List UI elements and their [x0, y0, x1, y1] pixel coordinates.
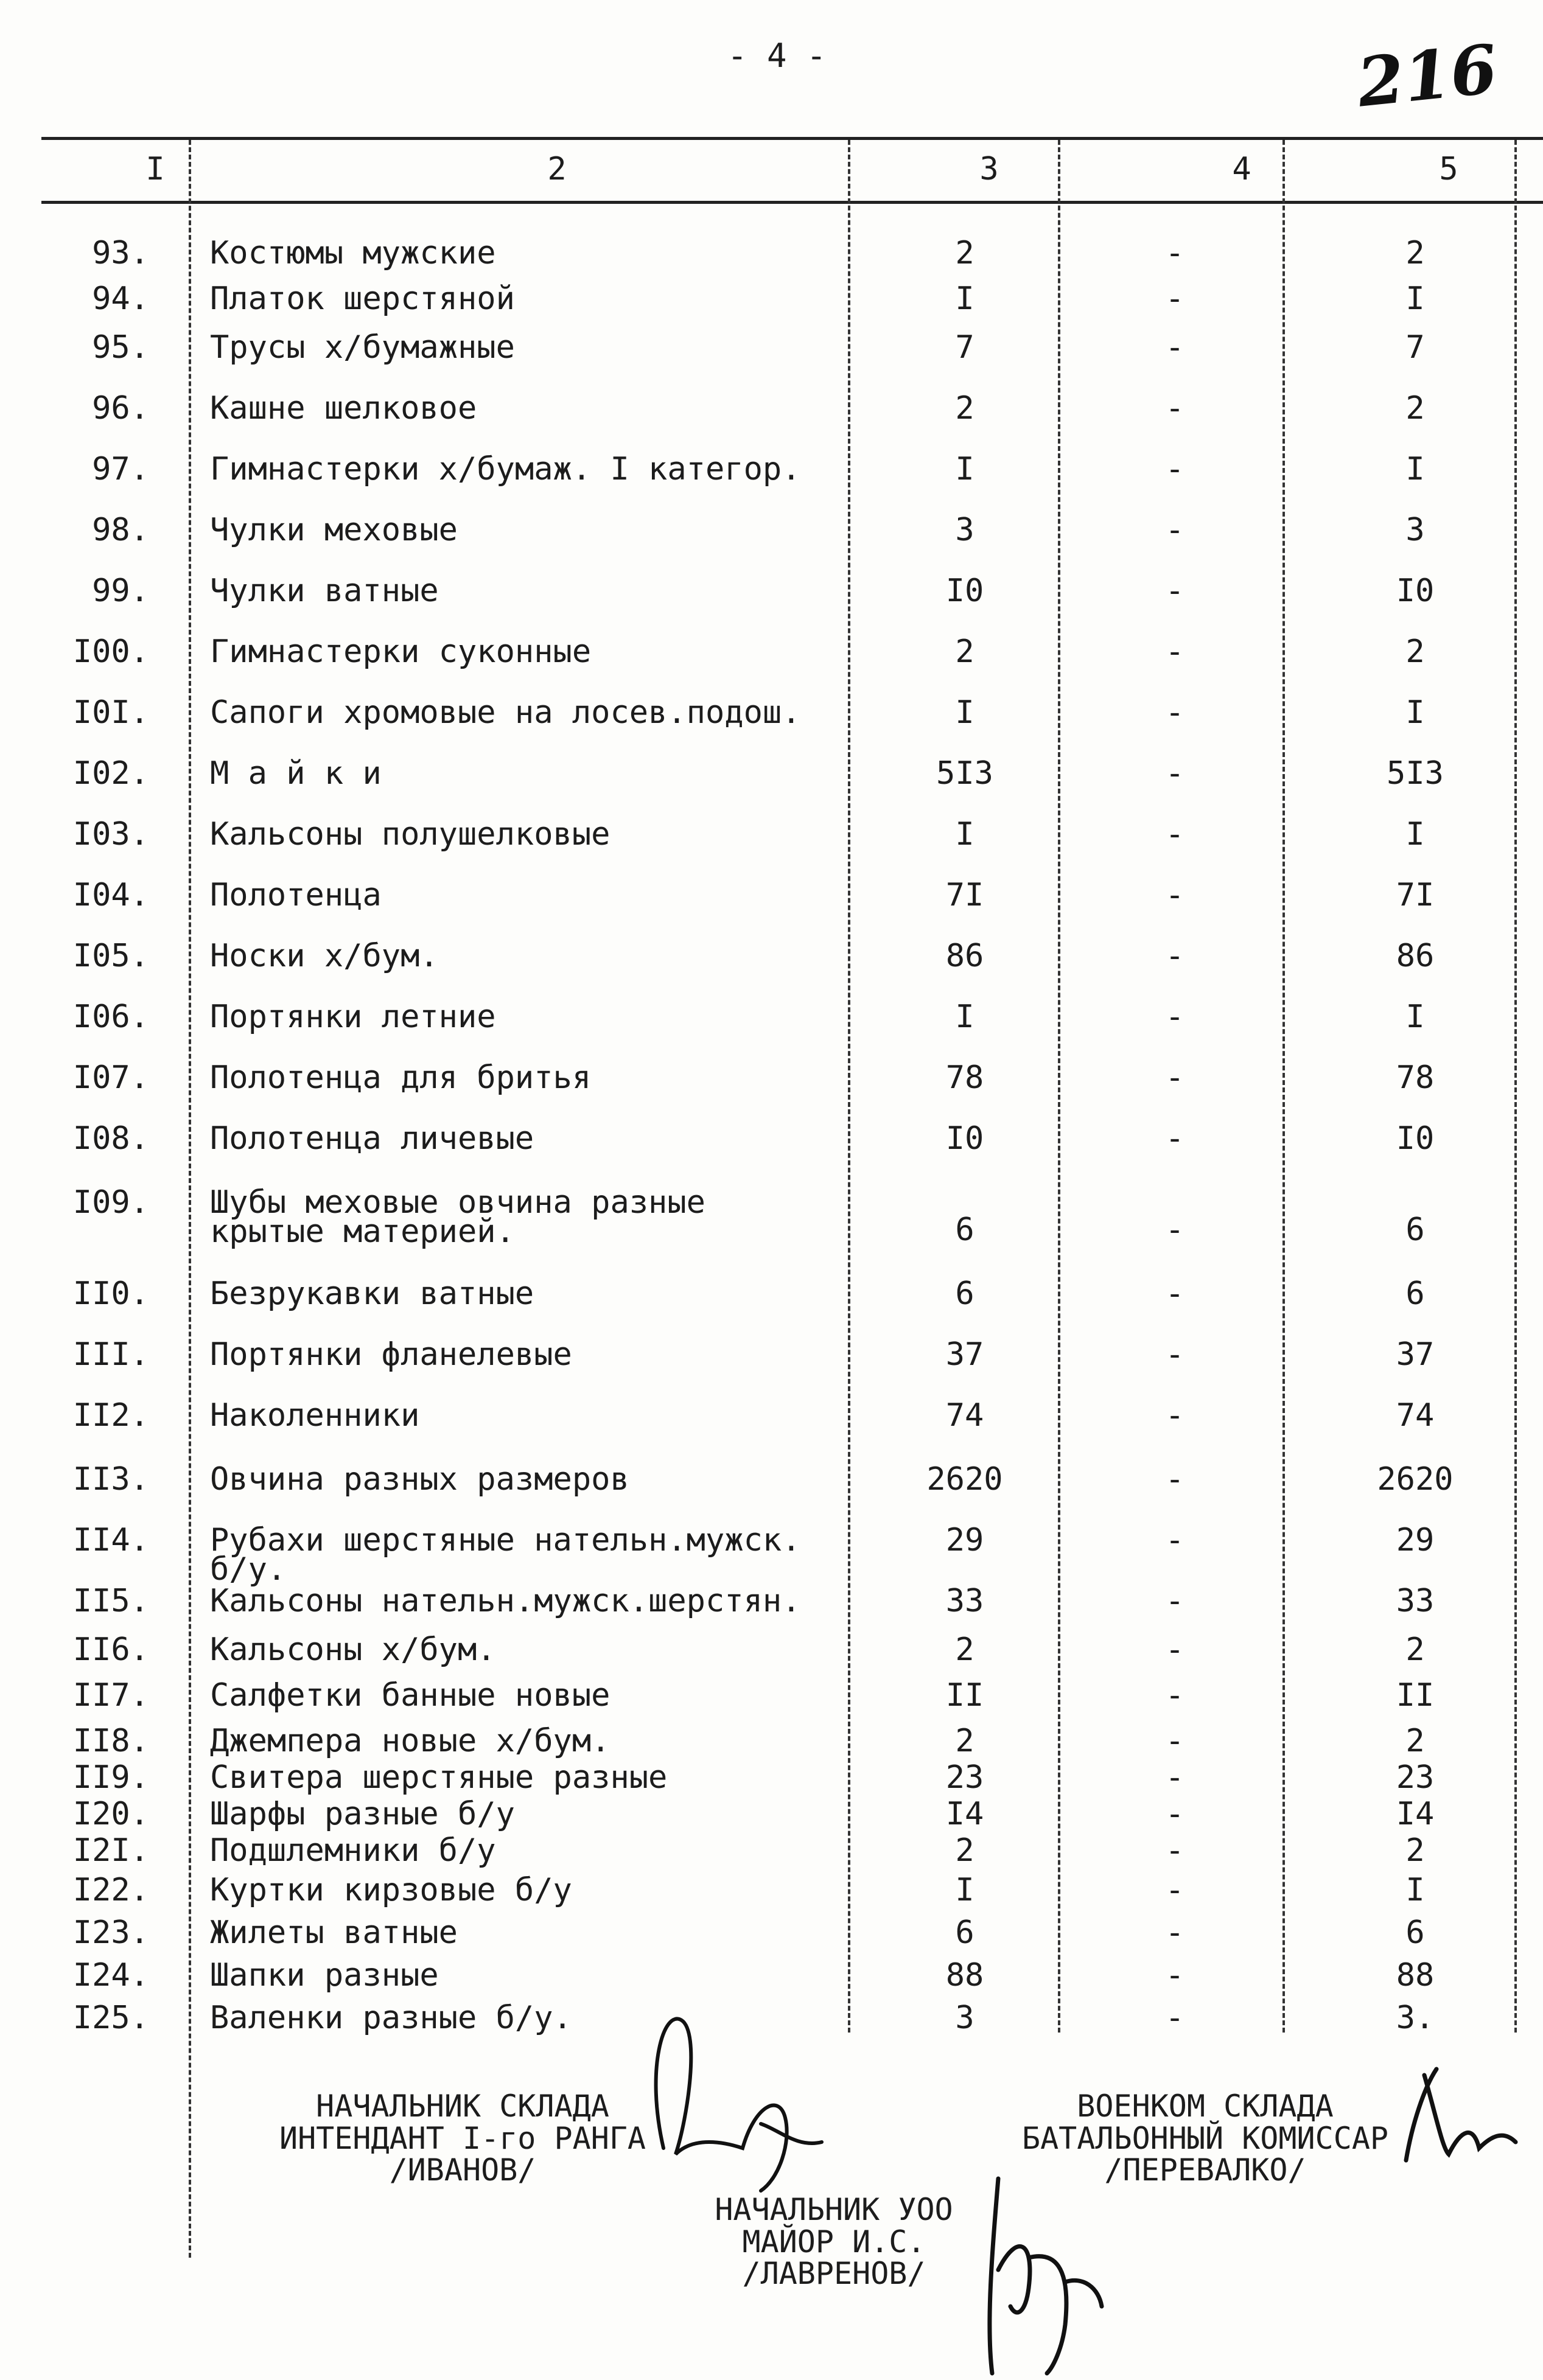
item-name: Жилеты ватные — [210, 1914, 458, 1951]
item-name: Костюмы мужские — [210, 235, 496, 271]
item-number: I05. — [72, 938, 149, 974]
quantity-col-4: - — [1165, 1275, 1184, 1312]
quantity-col-3: 2 — [955, 1832, 974, 1869]
item-name: Полотенца личевые — [210, 1120, 534, 1157]
item-name: Безрукавки ватные — [210, 1275, 534, 1312]
item-number: I06. — [72, 999, 149, 1035]
item-name: Носки х/бум. — [210, 938, 439, 974]
quantity-col-3: 2 — [955, 1631, 974, 1668]
quantity-col-5: 2 — [1405, 390, 1425, 427]
quantity-col-4: - — [1165, 755, 1184, 792]
item-name: Кальсоны нательн.мужск.шерстян. — [210, 1583, 801, 1619]
quantity-col-4: - — [1165, 1583, 1184, 1619]
item-number: 99. — [92, 573, 149, 609]
item-number: 95. — [92, 329, 149, 366]
quantity-col-5: I0 — [1396, 573, 1435, 609]
item-name: Гимнастерки х/бумаж. I категор. — [210, 451, 801, 487]
item-number: I22. — [72, 1872, 149, 1908]
quantity-col-3: 2 — [955, 235, 974, 271]
quantity-col-3: I — [955, 694, 974, 731]
item-number: I20. — [72, 1796, 149, 1832]
quantity-col-5: 2 — [1405, 1723, 1425, 1759]
quantity-col-5: I — [1405, 451, 1425, 487]
item-name: Свитера шерстяные разные — [210, 1759, 668, 1796]
uoo-chief-rank: МАЙОР И.С. — [742, 2224, 926, 2260]
quantity-col-3: 86 — [945, 938, 984, 974]
item-number: II4. — [72, 1522, 149, 1558]
quantity-col-3: I — [955, 281, 974, 317]
item-name: Гимнастерки суконные — [210, 633, 592, 670]
quantity-col-4: - — [1165, 1631, 1184, 1668]
item-number: I09. — [72, 1184, 149, 1221]
quantity-col-3: 74 — [945, 1397, 984, 1434]
item-number: 98. — [92, 512, 149, 548]
uoo-chief-signature-block — [663, 2194, 1004, 2290]
quantity-col-5: 33 — [1396, 1583, 1435, 1619]
quantity-col-4: - — [1165, 573, 1184, 609]
quantity-col-3: 3 — [955, 512, 974, 548]
quantity-col-4: - — [1165, 1759, 1184, 1796]
item-name: Портянки фланелевые — [210, 1336, 572, 1373]
quantity-col-5: 37 — [1396, 1336, 1435, 1373]
quantity-col-5: 3 — [1405, 512, 1425, 548]
commissar-title: ВОЕНКОМ СКЛАДА — [1077, 2089, 1334, 2124]
item-name: Полотенца — [210, 877, 382, 913]
quantity-col-5: 5I3 — [1387, 755, 1444, 792]
item-name: Трусы х/бумажные — [210, 329, 515, 366]
item-number: I25. — [72, 2000, 149, 2036]
quantity-col-5: 2620 — [1377, 1461, 1454, 1498]
quantity-col-5: 23 — [1396, 1759, 1435, 1796]
quantity-col-3: 2 — [955, 633, 974, 670]
column-divider-1 — [189, 140, 191, 2258]
quantity-col-5: I — [1405, 1872, 1425, 1908]
quantity-col-5: I4 — [1396, 1796, 1435, 1832]
item-number: I03. — [72, 816, 149, 853]
quantity-col-5: I — [1405, 694, 1425, 731]
item-name: Рубахи шерстяные нательн.мужск. — [210, 1522, 801, 1558]
quantity-col-3: 78 — [945, 1059, 984, 1096]
item-name: Портянки летние — [210, 999, 496, 1035]
commissar-rank: БАТАЛЬОННЫЙ КОМИССАР — [1021, 2120, 1389, 2156]
item-number: I0I. — [72, 694, 149, 731]
item-number: II2. — [72, 1397, 149, 1434]
item-number: III. — [72, 1336, 149, 1373]
item-number: I04. — [72, 877, 149, 913]
uoo-chief-title: НАЧАЛЬНИК УОО — [715, 2192, 953, 2227]
quantity-col-3: 7 — [955, 329, 974, 366]
quantity-col-4: - — [1165, 633, 1184, 670]
item-name: Кальсоны полушелковые — [210, 816, 611, 853]
quantity-col-3: I — [955, 999, 974, 1035]
item-name: Полотенца для бритья — [210, 1059, 592, 1096]
item-number: 94. — [92, 281, 149, 317]
quantity-col-3: I4 — [945, 1796, 984, 1832]
quantity-col-4: - — [1165, 1957, 1184, 1994]
item-name: Шапки разные — [210, 1957, 439, 1994]
quantity-col-5: 6 — [1405, 1914, 1425, 1951]
quantity-col-4: - — [1165, 938, 1184, 974]
quantity-col-4: - — [1165, 1522, 1184, 1558]
item-number: 97. — [92, 451, 149, 487]
item-number: I23. — [72, 1914, 149, 1951]
ivanov-handwritten-signature — [639, 1996, 834, 2203]
quantity-col-4: - — [1165, 1796, 1184, 1832]
quantity-col-3: 5I3 — [936, 755, 993, 792]
quantity-col-5: 3. — [1396, 2000, 1435, 2036]
item-name: Овчина разных размеров — [210, 1461, 629, 1498]
quantity-col-5: 2 — [1405, 235, 1425, 271]
quantity-col-4: - — [1165, 1120, 1184, 1157]
item-name: Кальсоны х/бум. — [210, 1631, 496, 1668]
quantity-col-3: 88 — [945, 1957, 984, 1994]
quantity-col-4: - — [1165, 816, 1184, 853]
quantity-col-5: 2 — [1405, 1631, 1425, 1668]
item-number: I2I. — [72, 1832, 149, 1869]
quantity-col-3: II — [945, 1677, 984, 1714]
archive-number: 216 — [1353, 29, 1501, 122]
quantity-col-5: II — [1396, 1677, 1435, 1714]
quantity-col-5: 6 — [1405, 1275, 1425, 1312]
item-name: Куртки кирзовые б/у — [210, 1872, 572, 1908]
quantity-col-5: 2 — [1405, 1832, 1425, 1869]
quantity-col-5: 86 — [1396, 938, 1435, 974]
quantity-col-4: - — [1165, 999, 1184, 1035]
quantity-col-3: 7I — [945, 877, 984, 913]
item-name: Наколенники — [210, 1397, 420, 1434]
quantity-col-5: 88 — [1396, 1957, 1435, 1994]
header-col-2: 2 — [547, 151, 567, 187]
item-name: Подшлемники б/у — [210, 1832, 496, 1869]
quantity-col-5: 74 — [1396, 1397, 1435, 1434]
quantity-col-4: - — [1165, 512, 1184, 548]
item-number: II5. — [72, 1583, 149, 1619]
quantity-col-3: I0 — [945, 573, 984, 609]
quantity-col-5: 6 — [1405, 1212, 1425, 1248]
quantity-col-4: - — [1165, 1397, 1184, 1434]
warehouse-chief-signature-block — [243, 2090, 682, 2186]
quantity-col-5: I0 — [1396, 1120, 1435, 1157]
quantity-col-4: - — [1165, 1461, 1184, 1498]
quantity-col-4: - — [1165, 235, 1184, 271]
item-number: II0. — [72, 1275, 149, 1312]
quantity-col-4: - — [1165, 1723, 1184, 1759]
item-name: Сапоги хромовые на лосев.подош. — [210, 694, 801, 731]
quantity-col-4: - — [1165, 1212, 1184, 1248]
uoo-chief-name: /ЛАВРЕНОВ/ — [742, 2256, 926, 2291]
item-number: II8. — [72, 1723, 149, 1759]
quantity-col-4: - — [1165, 2000, 1184, 2036]
quantity-col-3: 6 — [955, 1914, 974, 1951]
item-number: 93. — [92, 235, 149, 271]
quantity-col-5: I — [1405, 816, 1425, 853]
perevalko-handwritten-signature — [1400, 2063, 1522, 2166]
item-number: II6. — [72, 1631, 149, 1668]
item-name: Платок шерстяной — [210, 281, 515, 317]
quantity-col-3: 2 — [955, 1723, 974, 1759]
quantity-col-3: 33 — [945, 1583, 984, 1619]
quantity-col-3: 29 — [945, 1522, 984, 1558]
quantity-col-4: - — [1165, 390, 1184, 427]
quantity-col-3: 6 — [955, 1275, 974, 1312]
item-name-continuation: б/у. — [210, 1551, 287, 1588]
quantity-col-5: I — [1405, 999, 1425, 1035]
item-name: Чулки ватные — [210, 573, 439, 609]
quantity-col-5: I — [1405, 281, 1425, 317]
item-number: II9. — [72, 1759, 149, 1796]
item-number: II7. — [72, 1677, 149, 1714]
header-col-3: 3 — [979, 151, 999, 187]
quantity-col-4: - — [1165, 1872, 1184, 1908]
header-col-5: 5 — [1439, 151, 1458, 187]
quantity-col-3: 2 — [955, 390, 974, 427]
item-name: Шубы меховые овчина разные — [210, 1184, 705, 1221]
table-top-rule — [41, 137, 1543, 140]
quantity-col-4: - — [1165, 1336, 1184, 1373]
item-name: М а й к и — [210, 755, 382, 792]
quantity-col-3: 23 — [945, 1759, 984, 1796]
page-number: - 4 - — [727, 37, 827, 75]
quantity-col-3: I — [955, 1872, 974, 1908]
item-number: 96. — [92, 390, 149, 427]
quantity-col-4: - — [1165, 451, 1184, 487]
quantity-col-4: - — [1165, 1832, 1184, 1869]
quantity-col-3: 37 — [945, 1336, 984, 1373]
item-name: Валенки разные б/у. — [210, 2000, 572, 2036]
quantity-col-4: - — [1165, 877, 1184, 913]
warehouse-chief-rank: ИНТЕНДАНТ I-го РАНГА — [279, 2120, 646, 2156]
quantity-col-5: 2 — [1405, 633, 1425, 670]
quantity-col-4: - — [1165, 281, 1184, 317]
quantity-col-4: - — [1165, 1914, 1184, 1951]
item-number: I08. — [72, 1120, 149, 1157]
item-name: Джемпера новые х/бум. — [210, 1723, 611, 1759]
quantity-col-3: I — [955, 451, 974, 487]
header-col-4: 4 — [1232, 151, 1251, 187]
item-number: I24. — [72, 1957, 149, 1994]
item-number: I00. — [72, 633, 149, 670]
column-divider-2 — [848, 140, 850, 2033]
quantity-col-5: 7 — [1405, 329, 1425, 366]
quantity-col-5: 29 — [1396, 1522, 1435, 1558]
header-col-1: I — [145, 151, 165, 187]
quantity-col-3: 3 — [955, 2000, 974, 2036]
commissar-name: /ПЕРЕВАЛКО/ — [1104, 2152, 1306, 2188]
item-number: I02. — [72, 755, 149, 792]
quantity-col-3: 6 — [955, 1212, 974, 1248]
item-name: Салфетки банные новые — [210, 1677, 611, 1714]
quantity-col-4: - — [1165, 694, 1184, 731]
warehouse-chief-title: НАЧАЛЬНИК СКЛАДА — [316, 2089, 609, 2124]
quantity-col-4: - — [1165, 1059, 1184, 1096]
warehouse-chief-name: /ИВАНОВ/ — [389, 2152, 536, 2188]
quantity-col-3: I — [955, 816, 974, 853]
quantity-col-4: - — [1165, 329, 1184, 366]
lavrenov-handwritten-signature — [962, 2166, 1108, 2379]
item-number: II3. — [72, 1461, 149, 1498]
quantity-col-3: I0 — [945, 1120, 984, 1157]
quantity-col-5: 7I — [1396, 877, 1435, 913]
quantity-col-3: 2620 — [926, 1461, 1003, 1498]
quantity-col-4: - — [1165, 1677, 1184, 1714]
item-name: Шарфы разные б/у — [210, 1796, 515, 1832]
item-name: Чулки меховые — [210, 512, 458, 548]
table-header-rule — [41, 201, 1543, 204]
item-name-continuation: крытые материей. — [210, 1213, 515, 1250]
item-name: Кашне шелковое — [210, 390, 477, 427]
quantity-col-5: 78 — [1396, 1059, 1435, 1096]
item-number: I07. — [72, 1059, 149, 1096]
